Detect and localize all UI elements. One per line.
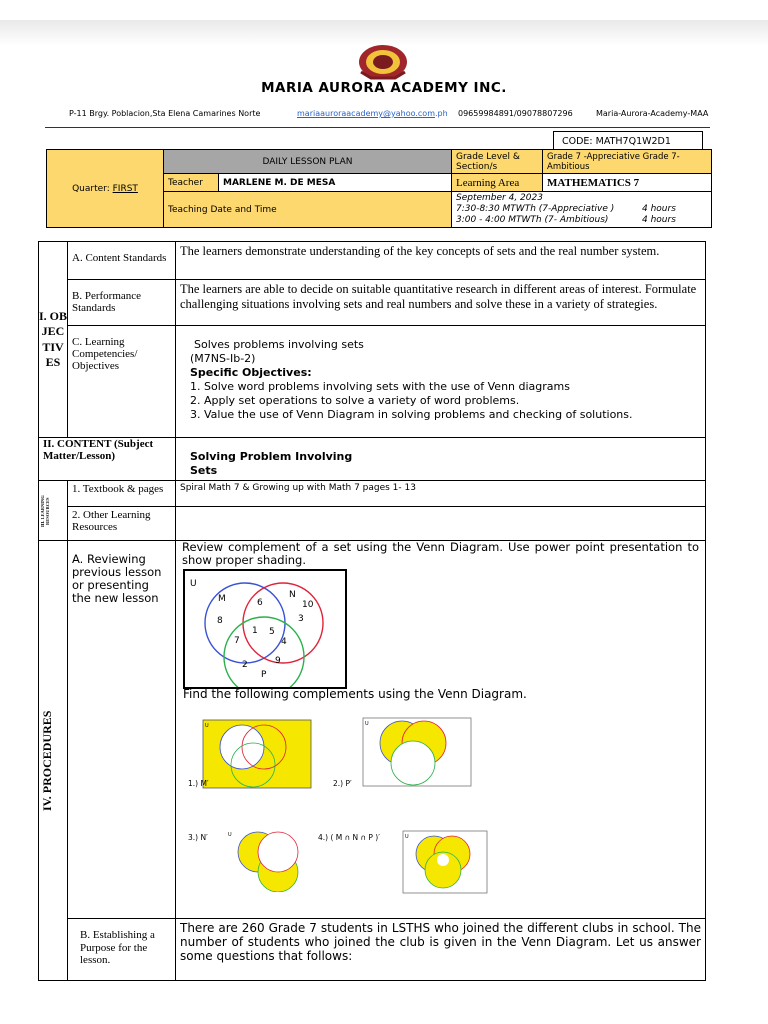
resources-side xyxy=(39,481,68,541)
time-2: 3:00 - 4:00 MTWTh (7- Ambitious) xyxy=(456,215,609,225)
email-suffix: .ph xyxy=(435,109,448,118)
school-email[interactable] xyxy=(297,109,448,118)
area-value: MATHEMATICS 7 xyxy=(543,174,712,192)
procedures-side-label: IV. PROCEDURES xyxy=(40,710,54,811)
question-2: 2.) P′ xyxy=(333,779,352,788)
quarter-value: FIRST xyxy=(112,183,138,194)
svg-text:U: U xyxy=(405,834,409,840)
num-9: 9 xyxy=(275,656,281,666)
grade-label: Grade Level & Section/s xyxy=(452,150,543,174)
date-value: September 4, 2023 xyxy=(456,193,543,203)
svg-text:U: U xyxy=(365,721,369,727)
competencies-cell xyxy=(176,326,706,438)
time-1: 7:30-8:30 MTWTh (7-Appreciative ) xyxy=(456,204,615,214)
lesson-code: CODE: MATH7Q1W2D1 xyxy=(553,131,703,150)
lesson-plan-table xyxy=(38,241,706,981)
label-n: N xyxy=(289,590,296,600)
num-6: 6 xyxy=(257,598,263,608)
num-7: 7 xyxy=(234,636,240,646)
content-value xyxy=(176,438,706,481)
set-n-circle xyxy=(243,583,323,663)
svg-text:U: U xyxy=(228,832,232,838)
other-resources-value xyxy=(176,507,706,541)
date-time-cell xyxy=(452,192,712,228)
quarter-cell xyxy=(47,150,164,228)
label-u: U xyxy=(190,579,197,589)
content-value-text: Solving Problem Involving Sets xyxy=(190,450,353,477)
venn-diagram-main xyxy=(183,569,347,689)
school-phones: 09659984891/09078807296 xyxy=(458,109,573,118)
school-address: P-11 Brgy. Poblacion,Sta Elena Camarines Norte xyxy=(69,109,261,118)
venn-m-complement xyxy=(202,719,312,789)
content-standards-label: A. Content Standards xyxy=(68,242,176,280)
venn-main-svg xyxy=(185,571,345,687)
performance-standards-text: The learners are able to decide on suitable quantitative research in different areas of interest. Formulate challenging situations involving sets and real numbers and solve these in a variety of strategies. xyxy=(176,280,706,326)
venn-intersection-complement xyxy=(402,830,488,894)
grade-value: Grade 7 -Appreciative Grade 7-Ambitious xyxy=(543,150,712,174)
find-text: Find the following complements using the Venn Diagram. xyxy=(183,687,527,701)
email-link[interactable]: mariaauroraacademy@yahoo.com xyxy=(297,109,435,118)
specific-objectives-title: Specific Objectives: xyxy=(190,366,312,379)
num-2: 2 xyxy=(242,660,248,670)
school-name: MARIA AURORA ACADEMY INC. xyxy=(261,80,507,96)
objectives-side-label: I. OBJECTIVES xyxy=(39,308,68,369)
area-label: Learning Area xyxy=(452,174,543,192)
review-cell xyxy=(176,541,706,919)
objective-2: 2. Apply set operations to solve a variety of word problems. xyxy=(190,394,520,407)
school-social: Maria-Aurora-Academy-MAA xyxy=(596,109,709,118)
label-p: P xyxy=(261,670,267,680)
teacher-label: Teacher xyxy=(164,174,219,192)
performance-standards-label: B. Performance Standards xyxy=(68,280,176,326)
review-label: A. Reviewing previous lesson or presenting the new lesson xyxy=(68,541,176,919)
num-3: 3 xyxy=(298,614,304,624)
venn-p-complement xyxy=(362,717,472,787)
question-4: 4.) ( M ∩ N ∩ P )′ xyxy=(318,833,380,842)
textbook-value: Spiral Math 7 & Growing up with Math 7 pages 1- 13 xyxy=(176,481,706,507)
procedures-side xyxy=(39,541,68,981)
quarter-label: Quarter: xyxy=(72,183,113,194)
num-10: 10 xyxy=(302,600,314,610)
competencies-label: C. Learning Competencies/ Objectives xyxy=(68,326,176,438)
other-resources-label: 2. Other Learning Resources xyxy=(68,507,176,541)
num-1: 1 xyxy=(252,626,258,636)
content-label: II. CONTENT (Subject Matter/Lesson) xyxy=(39,438,176,481)
date-label: Teaching Date and Time xyxy=(164,192,452,228)
competency-code: (M7NS-Ib-2) xyxy=(190,352,256,365)
purpose-label: B. Establishing a Purpose for the lesson. xyxy=(68,919,176,981)
question-1: 1.) M′ xyxy=(188,779,209,788)
school-logo-icon xyxy=(356,42,410,82)
num-4: 4 xyxy=(281,637,287,647)
content-standards-text: The learners demonstrate understanding of the key concepts of sets and the real number system. xyxy=(176,242,706,280)
num-5: 5 xyxy=(269,627,275,637)
lesson-header-table xyxy=(46,149,712,228)
objectives-side xyxy=(39,242,68,438)
resources-side-label: III. LEARNING RESOURCES xyxy=(40,494,50,527)
num-8: 8 xyxy=(217,616,223,626)
question-3: 3.) N′ xyxy=(188,833,208,842)
dlp-title: DAILY LESSON PLAN xyxy=(164,150,452,174)
textbook-label: 1. Textbook & pages xyxy=(68,481,176,507)
teacher-value: MARLENE M. DE MESA xyxy=(219,174,452,192)
venn-n-complement xyxy=(226,828,318,892)
hours-2: 4 hours xyxy=(642,215,676,225)
svg-text:U: U xyxy=(205,723,209,729)
label-m: M xyxy=(218,594,226,604)
objective-1: 1. Solve word problems involving sets with the use of Venn diagrams xyxy=(190,380,570,393)
objective-3: 3. Value the use of Venn Diagram in solving problems and checking of solutions. xyxy=(190,408,633,421)
review-text: Review complement of a set using the Venn Diagram. Use power point presentation to show proper shading. xyxy=(182,540,699,567)
hours-1: 4 hours xyxy=(642,204,676,214)
competency-line: Solves problems involving sets xyxy=(194,338,364,351)
header-divider xyxy=(45,127,710,128)
purpose-text: There are 260 Grade 7 students in LSTHS who joined the different clubs in school. The number of students who joined the club is given in the Venn Diagram. Let us answer some questions that follows: xyxy=(176,919,706,981)
